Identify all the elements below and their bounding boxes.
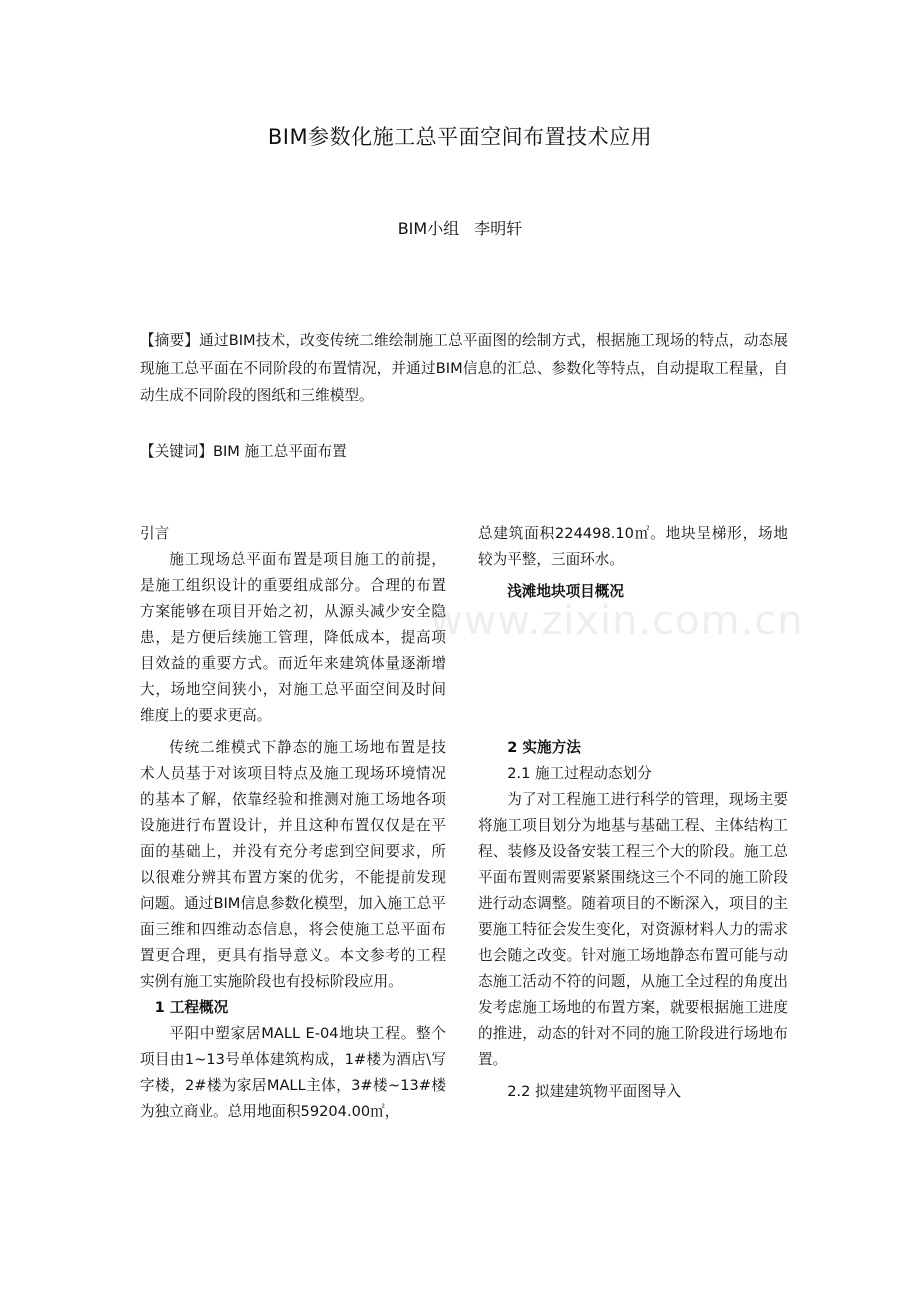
project-overview-continued: 总建筑面积224498.10㎡。地块呈梯形，场地较为平整，三面环水。 [478, 525, 788, 568]
intro-paragraph-1: 施工现场总平面布置是项目施工的前提，是施工组织设计的重要组成部分。合理的布置方案能够在项目开始之初，从源头减少安全隐患，是方便后续施工管理，降低成本，提高项目效益的重要方式。而近年来建筑体量逐渐增大，场地空间狭小，对施工总平面空间及时间维度上的要求更高。 [140, 551, 446, 724]
shoal-plot-subheading: 浅滩地块项目概况 [507, 583, 624, 600]
abstract-label: 【摘要】 [140, 332, 200, 349]
right-column [478, 521, 788, 1105]
intro-heading: 引言 [140, 525, 170, 542]
author-line: BIM小组 李明轩 [397, 219, 523, 238]
keywords [140, 438, 788, 465]
keywords-label: 【关键词】 [140, 443, 213, 460]
intro-paragraph-2: 传统二维模式下静态的施工场地布置是技术人员基于对该项目特点及施工现场环境情况的基本了解，依靠经验和推测对施工场地各项设施进行布置设计，并且这种布置仅仅是在平面的基础上，并没有充分考虑到空间要求，所以很难分辨其布置方案的优劣，不能提前发现问题。通过BIM信息参数化模型，加入施工总平面三维和四维动态信息，将会使施工总平面布置更合理，更具有指导意义。本文参考的工程实例有施工实施阶段也有投标阶段应用。 [140, 739, 446, 990]
section-2-1-paragraph: 为了对工程施工进行科学的管理，现场主要将施工项目划分为地基与基础工程、主体结构工程、装修及设备安装工程三个大的阶段。施工总平面布置则需要紧紧围绕这三个不同的施工阶段进行动态调整。随着项目的不断深入，项目的主要施工特征会发生变化，对资源材料人力的需求也会随之改变。针对施工场地静态布置可能与动态施工活动不符的问题，从施工全过程的角度出发考虑施工场地的布置方案，就要根据施工进度的推进，动态的针对不同的施工阶段进行场地布置。 [478, 791, 788, 1068]
section-2-1-heading: 2.1 施工过程动态划分 [507, 765, 652, 782]
section-1-heading: 1 工程概况 [154, 999, 229, 1016]
section-2-heading: 2 实施方法 [507, 739, 581, 756]
abstract [140, 327, 788, 410]
section-2-2-heading: 2.2 拟建建筑物平面图导入 [507, 1083, 681, 1100]
page-title: BIM参数化施工总平面空间布置技术应用 [267, 125, 653, 149]
watermark: www.zixin.com.cn [430, 598, 804, 644]
project-overview-paragraph: 平阳中塑家居MALL E-04地块工程。整个项目由1~13号单体建筑构成，1#楼为酒店\写字楼，2#楼为家居MALL主体，3#楼~13#楼为独立商业。总用地面积59204.00㎡， [140, 1025, 446, 1120]
abstract-text: 通过BIM技术，改变传统二维绘制施工总平面图的绘制方式，根据施工现场的特点，动态展现施工总平面在不同阶段的布置情况，并通过BIM信息的汇总、参数化等特点，自动提取工程量，自动生成不同阶段的图纸和三维模型。 [140, 332, 788, 404]
figure-space [478, 605, 788, 735]
keywords-text: BIM 施工总平面布置 [212, 443, 347, 460]
left-column [140, 521, 446, 1125]
